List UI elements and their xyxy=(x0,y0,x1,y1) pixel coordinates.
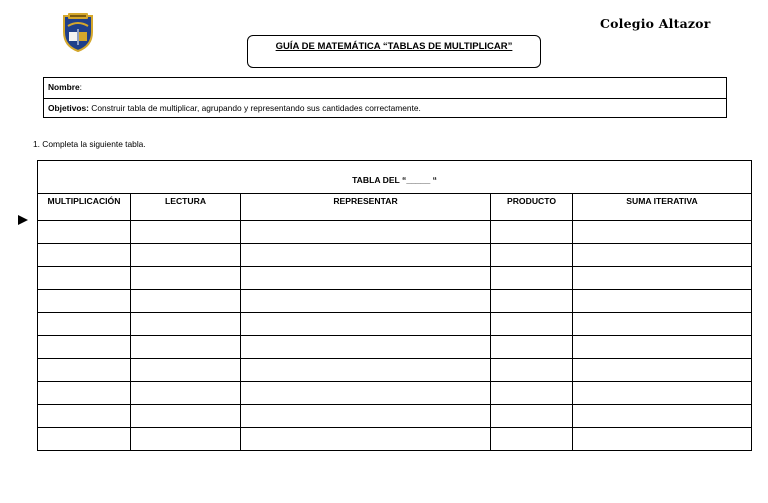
answer-cell[interactable] xyxy=(573,405,752,428)
table-row xyxy=(38,405,752,428)
answer-cell[interactable] xyxy=(38,244,131,267)
table-body xyxy=(38,221,752,451)
table-caption: TABLA DEL “_____ “ xyxy=(38,161,752,194)
student-info-box xyxy=(43,77,727,118)
answer-cell[interactable] xyxy=(38,221,131,244)
column-header-producto: PRODUCTO xyxy=(491,194,573,221)
answer-cell[interactable] xyxy=(241,428,491,451)
page-title: GUÍA DE MATEMÁTICA “TABLAS DE MULTIPLICAR” xyxy=(275,41,513,52)
table-row xyxy=(38,382,752,405)
table-row xyxy=(38,359,752,382)
answer-cell[interactable] xyxy=(131,313,241,336)
answer-cell[interactable] xyxy=(131,359,241,382)
answer-cell[interactable] xyxy=(241,382,491,405)
table-row xyxy=(38,221,752,244)
column-header-suma-iterativa: SUMA ITERATIVA xyxy=(573,194,752,221)
answer-cell[interactable] xyxy=(241,290,491,313)
answer-cell[interactable] xyxy=(241,244,491,267)
name-label-colon: : xyxy=(79,82,82,92)
answer-cell[interactable] xyxy=(491,405,573,428)
answer-cell[interactable] xyxy=(573,428,752,451)
answer-cell[interactable] xyxy=(38,382,131,405)
objectives-row xyxy=(44,98,726,118)
instruction-text: 1. Completa la siguiente tabla. xyxy=(33,139,146,149)
answer-cell[interactable] xyxy=(491,221,573,244)
multiplication-table xyxy=(37,160,752,451)
table-row xyxy=(38,244,752,267)
table-row xyxy=(38,336,752,359)
answer-cell[interactable] xyxy=(38,267,131,290)
answer-cell[interactable] xyxy=(573,290,752,313)
answer-cell[interactable] xyxy=(241,359,491,382)
answer-cell[interactable] xyxy=(241,336,491,359)
row-pointer-arrow-icon xyxy=(18,215,28,225)
answer-cell[interactable] xyxy=(573,267,752,290)
table-row xyxy=(38,428,752,451)
answer-cell[interactable] xyxy=(131,382,241,405)
objectives-label: Objetivos: xyxy=(48,102,89,113)
answer-cell[interactable] xyxy=(38,290,131,313)
answer-cell[interactable] xyxy=(573,382,752,405)
answer-cell[interactable] xyxy=(573,359,752,382)
answer-cell[interactable] xyxy=(38,336,131,359)
answer-cell[interactable] xyxy=(131,221,241,244)
table-row xyxy=(38,267,752,290)
answer-cell[interactable] xyxy=(573,244,752,267)
table-row xyxy=(38,290,752,313)
answer-cell[interactable] xyxy=(131,405,241,428)
answer-cell[interactable] xyxy=(241,405,491,428)
answer-cell[interactable] xyxy=(38,428,131,451)
name-row[interactable] xyxy=(44,78,726,98)
answer-cell[interactable] xyxy=(131,267,241,290)
answer-cell[interactable] xyxy=(491,313,573,336)
answer-cell[interactable] xyxy=(491,244,573,267)
answer-cell[interactable] xyxy=(573,221,752,244)
answer-cell[interactable] xyxy=(241,313,491,336)
answer-cell[interactable] xyxy=(491,336,573,359)
school-name: Colegio Altazor xyxy=(600,16,711,31)
answer-cell[interactable] xyxy=(131,428,241,451)
answer-cell[interactable] xyxy=(491,428,573,451)
answer-cell[interactable] xyxy=(573,313,752,336)
column-header-multiplicacion: MULTIPLICACIÓN xyxy=(38,194,131,221)
title-box xyxy=(247,35,541,68)
answer-cell[interactable] xyxy=(491,267,573,290)
column-header-lectura: LECTURA xyxy=(131,194,241,221)
answer-cell[interactable] xyxy=(38,313,131,336)
answer-cell[interactable] xyxy=(241,221,491,244)
answer-cell[interactable] xyxy=(491,382,573,405)
school-crest-icon xyxy=(60,12,96,52)
answer-cell[interactable] xyxy=(38,359,131,382)
answer-cell[interactable] xyxy=(573,336,752,359)
column-header-representar: REPRESENTAR xyxy=(241,194,491,221)
answer-cell[interactable] xyxy=(241,267,491,290)
answer-cell[interactable] xyxy=(491,359,573,382)
answer-cell[interactable] xyxy=(38,405,131,428)
answer-cell[interactable] xyxy=(131,336,241,359)
table-row xyxy=(38,313,752,336)
table-header-row xyxy=(38,194,752,221)
answer-cell[interactable] xyxy=(131,290,241,313)
name-label: Nombre xyxy=(48,82,80,92)
answer-cell[interactable] xyxy=(491,290,573,313)
objectives-text: Construir tabla de multiplicar, agrupando y representando sus cantidades correctamente. xyxy=(88,102,421,113)
answer-cell[interactable] xyxy=(131,244,241,267)
